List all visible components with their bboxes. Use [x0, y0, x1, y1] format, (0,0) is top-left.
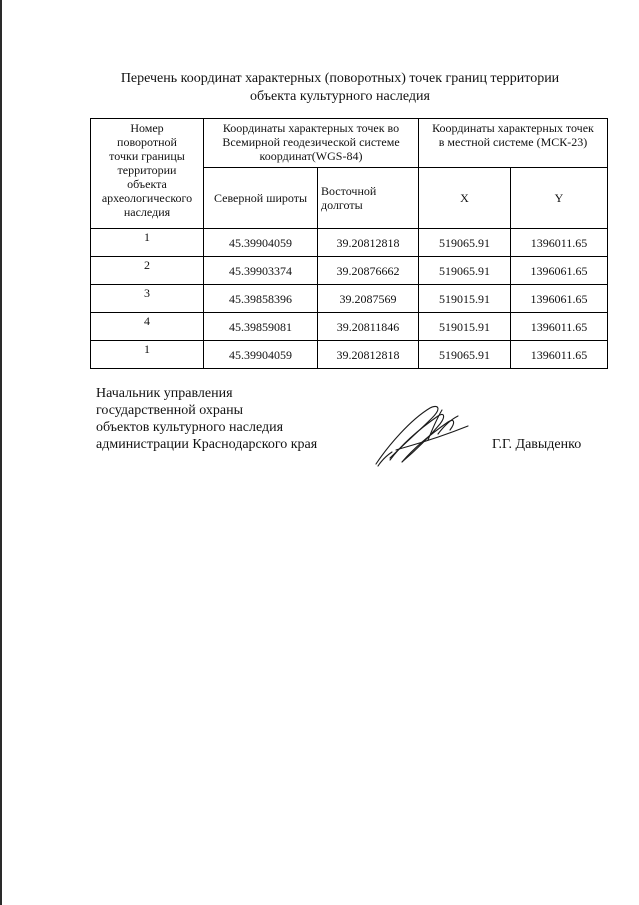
cell-latitude: 45.39903374 [204, 257, 318, 285]
cell-longitude: 39.20812818 [318, 229, 419, 257]
cell-point-number: 1 [91, 341, 204, 369]
position-line: государственной охраны [96, 403, 244, 418]
document-title [60, 70, 620, 106]
title-line-2: объекта культурного наследия [250, 89, 430, 104]
cell-latitude: 45.39904059 [204, 229, 318, 257]
cell-longitude: 39.2087569 [318, 285, 419, 313]
table-row [91, 341, 608, 369]
cell-point-number: 3 [91, 285, 204, 313]
cell-latitude: 45.39904059 [204, 341, 318, 369]
header-y: Y [511, 168, 608, 229]
title-line-1: Перечень координат характерных (поворотных) точек границ территории [120, 71, 560, 86]
cell-x: 519015.91 [419, 313, 511, 341]
cell-y: 1396011.65 [511, 313, 608, 341]
table-header-row [91, 119, 608, 168]
table-row [91, 285, 608, 313]
cell-x: 519065.91 [419, 341, 511, 369]
table-row [91, 313, 608, 341]
header-wgs84: Координаты характерных точек во Всемирной геодезической системе координат(WGS-84) [204, 119, 419, 168]
page-left-edge [0, 0, 2, 905]
cell-y: 1396011.65 [511, 229, 608, 257]
cell-latitude: 45.39858396 [204, 285, 318, 313]
cell-y: 1396061.65 [511, 257, 608, 285]
cell-longitude: 39.20876662 [318, 257, 419, 285]
position-line: администрации Краснодарского края [96, 437, 318, 452]
header-longitude: Восточной долготы [318, 168, 419, 229]
position-line: Начальник управления [96, 386, 233, 401]
cell-point-number: 1 [91, 229, 204, 257]
signer-name: Г.Г. Давыденко [492, 437, 582, 452]
cell-y: 1396011.65 [511, 341, 608, 369]
cell-latitude: 45.39859081 [204, 313, 318, 341]
handwritten-signature [368, 400, 474, 472]
cell-point-number: 2 [91, 257, 204, 285]
cell-x: 519065.91 [419, 229, 511, 257]
cell-point-number: 4 [91, 313, 204, 341]
table-row [91, 229, 608, 257]
header-point-number: Номер поворотной точки границы территории объекта археологического наследия [91, 119, 204, 229]
header-x: X [419, 168, 511, 229]
cell-x: 519065.91 [419, 257, 511, 285]
position-line: объектов культурного наследия [96, 420, 284, 435]
header-latitude: Северной широты [204, 168, 318, 229]
cell-longitude: 39.20812818 [318, 341, 419, 369]
cell-y: 1396061.65 [511, 285, 608, 313]
signatory-position [96, 385, 317, 453]
coordinates-table [90, 118, 608, 369]
cell-x: 519015.91 [419, 285, 511, 313]
header-msk23: Координаты характерных точек в местной системе (МСК-23) [419, 119, 608, 168]
cell-longitude: 39.20811846 [318, 313, 419, 341]
table-row [91, 257, 608, 285]
